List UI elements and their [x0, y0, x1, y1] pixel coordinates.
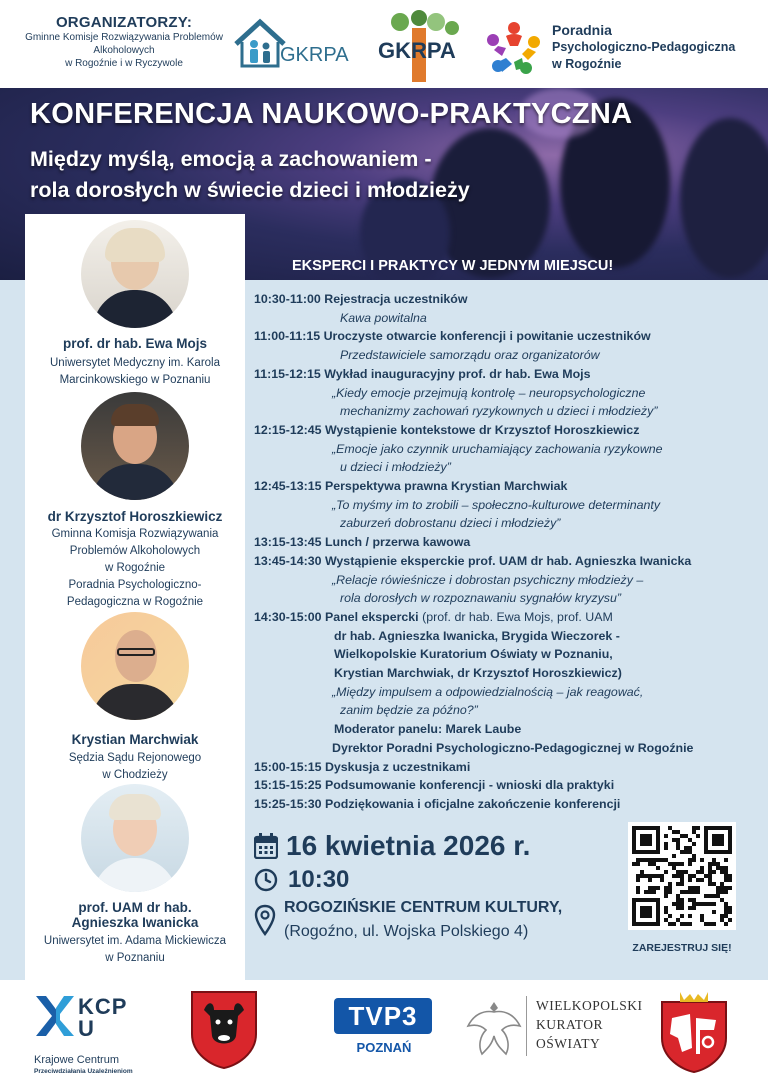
agenda-item: 15:00-15:15 Dyskusja z uczestnikami — [254, 759, 471, 774]
subtitle-line: Między myślą, emocją a zachowaniem - — [30, 147, 432, 171]
eagle-shield-icon — [660, 990, 728, 1074]
event-date: 16 kwietnia 2026 r. — [286, 830, 531, 861]
speaker-affiliation: Uniwersytet Medyczny im. Karola — [50, 357, 220, 369]
venue-address: (Rogoźno, ul. Wojska Polskiego 4) — [284, 923, 529, 940]
agenda-moderator: Moderator panelu: Marek Laube — [334, 722, 522, 737]
rogozno-coat-of-arms — [190, 990, 258, 1070]
agenda-item — [254, 608, 764, 627]
registration-qr-code[interactable] — [628, 822, 736, 930]
speaker-name: prof. UAM dr hab. — [78, 900, 192, 915]
bull-shield-icon — [190, 990, 258, 1070]
event-time-row — [254, 866, 349, 894]
register-label: ZAREJESTRUJ SIĘ! — [632, 942, 732, 954]
eagle-icon — [466, 996, 522, 1058]
agenda-note: mechanizmy zachowań ryzykownych u dzieci i młodzieży” — [340, 404, 658, 419]
agenda-note: Przedstawiciele samorządu oraz organizatorów — [340, 348, 600, 363]
left-background-strip — [0, 280, 25, 980]
poradnia-line: Psychologiczno-Pedagogiczna — [552, 40, 736, 54]
audience-silhouette — [680, 118, 768, 278]
tvp3-logo — [334, 998, 434, 1068]
agenda-note: „Emocje jako czynnik uruchamiający zachowania ryzykowne — [332, 441, 663, 456]
calendar-icon — [254, 833, 278, 859]
avatar — [81, 392, 189, 500]
speaker-card — [25, 784, 245, 967]
organizers-block — [8, 14, 240, 70]
agenda-note: Kawa powitalna — [340, 310, 427, 325]
clock-icon — [254, 868, 278, 892]
subtitle-line: rola dorosłych w świecie dzieci i młodzieży — [30, 178, 470, 202]
agenda-note: „To myśmy im to zrobili – społeczno-kulturowe determinanty — [332, 497, 661, 512]
agenda-note: „Relacje rówieśnicze i dobrostan psychiczny młodzieży – — [332, 572, 644, 587]
agenda-note: „Między impulsem a odpowiedzialnością – jak reagować, — [332, 684, 644, 699]
avatar — [81, 784, 189, 892]
speaker-affiliation: w Poznaniu — [105, 952, 165, 964]
conference-subtitle — [30, 144, 470, 206]
experts-tagline: EKSPERCI I PRAKTYCY W JEDNYM MIEJSCU! — [292, 258, 614, 274]
kurator-line: OŚWIATY — [536, 1036, 601, 1051]
gkrpa-logo-text: GKRPA — [280, 44, 349, 66]
venue-name: ROGOZIŃSKIE CENTRUM KULTURY, — [284, 899, 563, 916]
speaker-affiliation: Uniwersytet im. Adama Mickiewicza — [43, 935, 227, 947]
poradnia-line: Poradnia — [552, 22, 612, 38]
agenda-note: „Kiedy emocje przejmują kontrolę – neuropsychologiczne — [332, 385, 646, 400]
speaker-affiliation: Gminna Komisja Rozwiązywania — [51, 528, 219, 540]
agenda-note: u dzieci i młodzieży” — [340, 460, 451, 475]
speaker-affiliation: Poradnia Psychologiczno- — [68, 579, 202, 591]
gkrpa-logo-tree — [374, 10, 466, 82]
speaker-affiliation: w Chodzieży — [102, 769, 168, 781]
avatar — [81, 220, 189, 328]
event-time: 10:30 — [288, 866, 350, 893]
county-coat-of-arms — [660, 990, 728, 1074]
kurator-line: KURATOR — [536, 1017, 604, 1032]
kurator-line: WIELKOPOLSKI — [536, 998, 643, 1013]
tvp3-wordmark: TVP3 — [334, 998, 432, 1034]
kurator-logo — [466, 994, 656, 1070]
agenda-item-time: 14:30-15:00 Panel ekspercki — [254, 609, 419, 624]
organizers-line: w Rogoźnie i w Ryczywole — [65, 58, 183, 69]
agenda-note: rola dorosłych w rozpoznawaniu sygnałów kryzysu” — [340, 591, 621, 606]
organizers-line: Alkoholowych — [93, 45, 155, 56]
agenda-item: 13:45-14:30 Wystąpienie eksperckie prof. UAM dr hab. Agnieszka Iwanicka — [254, 553, 692, 568]
agenda-note: dr hab. Agnieszka Iwanicka, Brygida Wieczorek - — [334, 628, 620, 643]
speaker-card — [25, 612, 245, 784]
kcpu-line: Przeciwdziałania Uzależnieniom — [34, 1068, 133, 1075]
agenda-note: Krystian Marchwiak, dr Krzysztof Horoszkiewicz) — [334, 666, 622, 681]
organizers-line: Gminne Komisje Rozwiązywania Problemów — [25, 32, 223, 43]
agenda-item: 11:00-11:15 Uroczyste otwarcie konferencji i powitanie uczestników — [254, 329, 651, 344]
speakers-panel — [25, 214, 245, 980]
organizers-title: ORGANIZATORZY: — [55, 14, 193, 31]
speaker-affiliation: w Rogoźnie — [104, 562, 166, 574]
agenda-item: 12:45-13:15 Perspektywa prawna Krystian Marchwiak — [254, 479, 568, 494]
speaker-name: Agnieszka Iwanicka — [71, 915, 199, 930]
agenda-item: 10:30-11:00 Rejestracja uczestników — [254, 292, 468, 306]
gkrpa-logo-text: GKRPA — [378, 38, 456, 63]
agenda-item-rest: (prof. dr hab. Ewa Mojs, prof. UAM — [418, 609, 613, 624]
speaker-affiliation: Sędzia Sądu Rejonowego — [68, 752, 202, 764]
agenda-item: 12:15-12:45 Wystąpienie kontekstowe dr Krzysztof Horoszkiewicz — [254, 422, 640, 437]
agenda-note: Wielkopolskie Kuratorium Oświaty w Poznaniu, — [334, 647, 613, 662]
agenda-note: zanim będzie za późno?” — [340, 703, 478, 718]
people-circle-icon — [484, 18, 544, 78]
speaker-affiliation: Problemów Alkoholowych — [69, 545, 201, 557]
speaker-card — [25, 220, 245, 389]
sponsors-footer — [0, 980, 768, 1086]
location-pin-icon — [254, 904, 276, 938]
agenda-item: 15:25-15:30 Podziękowania i oficjalne zakończenie konferencji — [254, 796, 621, 811]
agenda-list — [254, 290, 764, 814]
poradnia-line: w Rogoźnie — [552, 57, 622, 71]
speaker-affiliation: Marcinkowskiego w Poznaniu — [59, 374, 211, 386]
agenda-note: zaburzeń dobrostanu dzieci i młodzieży” — [340, 516, 561, 531]
agenda-item: 15:15-15:25 Podsumowanie konferencji - wnioski dla praktyki — [254, 778, 615, 793]
speaker-affiliation: Pedagogiczna w Rogoźnie — [66, 596, 204, 608]
speaker-name: prof. dr hab. Ewa Mojs — [62, 336, 207, 351]
speaker-name: Krystian Marchwiak — [71, 732, 199, 747]
qr-code-icon — [632, 826, 732, 926]
event-date-row — [254, 830, 530, 862]
poradnia-logo — [484, 18, 754, 78]
agenda-item: 13:15-13:45 Lunch / przerwa kawowa — [254, 535, 471, 550]
kcpu-wordmark: KCPU — [78, 994, 128, 1041]
event-venue-row — [254, 896, 562, 944]
kcpu-line: Krajowe Centrum — [34, 1054, 119, 1066]
speaker-card — [25, 392, 245, 611]
avatar — [81, 612, 189, 720]
kcpu-x-icon — [34, 992, 76, 1042]
tvp3-city: POZNAŃ — [356, 1040, 412, 1055]
conference-title: KONFERENCJA NAUKOWO-PRAKTYCZNA — [30, 98, 633, 130]
speaker-name: dr Krzysztof Horoszkiewicz — [47, 509, 223, 524]
agenda-item: 11:15-12:15 Wykład inauguracyjny prof. dr hab. Ewa Mojs — [254, 366, 591, 381]
agenda-moderator-role: Dyrektor Poradni Psychologiczno-Pedagogicznej w Rogoźnie — [332, 740, 694, 755]
kcpu-logo — [34, 992, 144, 1078]
gkrpa-logo-house — [232, 14, 349, 76]
